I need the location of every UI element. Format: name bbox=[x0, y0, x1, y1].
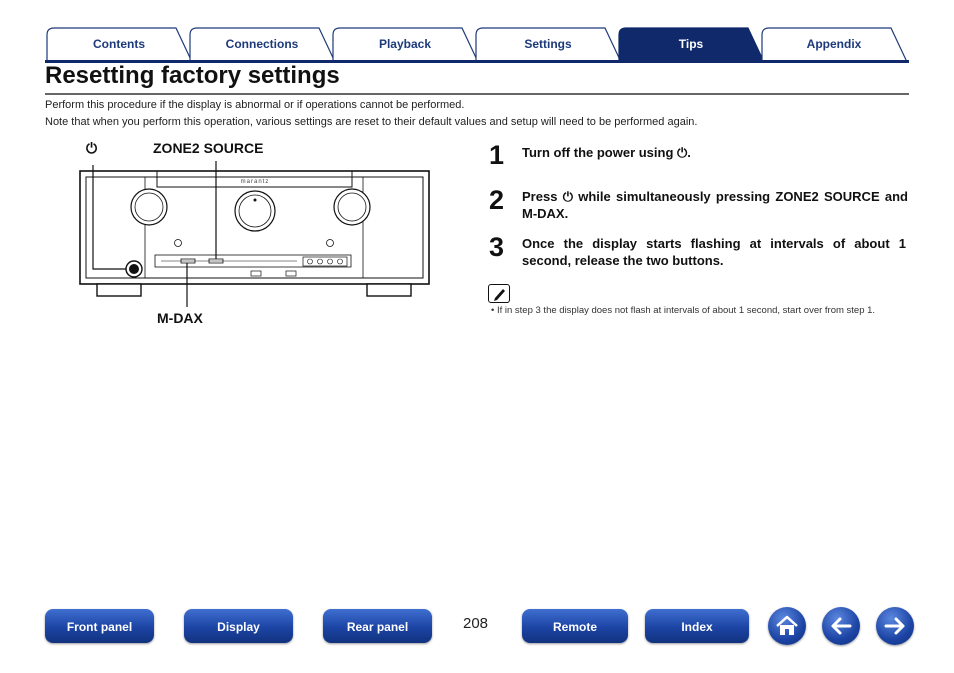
step-3-text: Once the display starts flashing at intervals of about 1 second, release the two buttons. bbox=[522, 236, 906, 268]
index-button[interactable]: Index bbox=[645, 609, 749, 643]
intro-line-2: Note that when you perform this operation, various settings are reset to their default values and setup will need to be performed again. bbox=[45, 116, 698, 128]
page-number: 208 bbox=[463, 615, 489, 632]
tab-contents[interactable]: Contents bbox=[93, 37, 145, 51]
step-2-number: 2 bbox=[489, 185, 505, 215]
step-3-number: 3 bbox=[489, 232, 505, 262]
step-2-text: Press ⏻ while simultaneously pressing ZONE2 SOURCE and M-DAX. bbox=[522, 189, 908, 221]
front-panel-button[interactable]: Front panel bbox=[45, 609, 154, 643]
zone2-source-label: ZONE2 SOURCE bbox=[153, 140, 264, 156]
note-text: • If in step 3 the display does not flash at intervals of about 1 second, start over from step 1. bbox=[491, 305, 876, 316]
mdax-label: M-DAX bbox=[157, 310, 203, 326]
step-1-text: Turn off the power using ⏻. bbox=[522, 145, 691, 160]
receiver-front-panel-illustration bbox=[75, 155, 435, 315]
brand-logo: marantz bbox=[240, 179, 270, 185]
step-1-number: 1 bbox=[489, 140, 505, 170]
page-title: Resetting factory settings bbox=[45, 62, 340, 89]
power-symbol-label: ⏻ bbox=[86, 140, 98, 156]
pencil-icon bbox=[488, 284, 510, 303]
tab-bar bbox=[45, 27, 909, 63]
rear-panel-button[interactable]: Rear panel bbox=[323, 609, 432, 643]
display-button[interactable]: Display bbox=[184, 609, 293, 643]
tab-settings[interactable]: Settings bbox=[524, 37, 572, 51]
forward-arrow-icon[interactable] bbox=[876, 607, 914, 645]
intro-line-1: Perform this procedure if the display is abnormal or if operations cannot be performed. bbox=[45, 99, 465, 111]
home-icon[interactable] bbox=[768, 607, 806, 645]
tab-connections[interactable]: Connections bbox=[225, 37, 299, 51]
remote-button[interactable]: Remote bbox=[522, 609, 628, 643]
tab-tips[interactable]: Tips bbox=[678, 37, 704, 51]
back-arrow-icon[interactable] bbox=[822, 607, 860, 645]
tab-appendix[interactable]: Appendix bbox=[806, 37, 862, 51]
title-divider bbox=[45, 93, 909, 95]
tab-playback[interactable]: Playback bbox=[378, 37, 432, 51]
